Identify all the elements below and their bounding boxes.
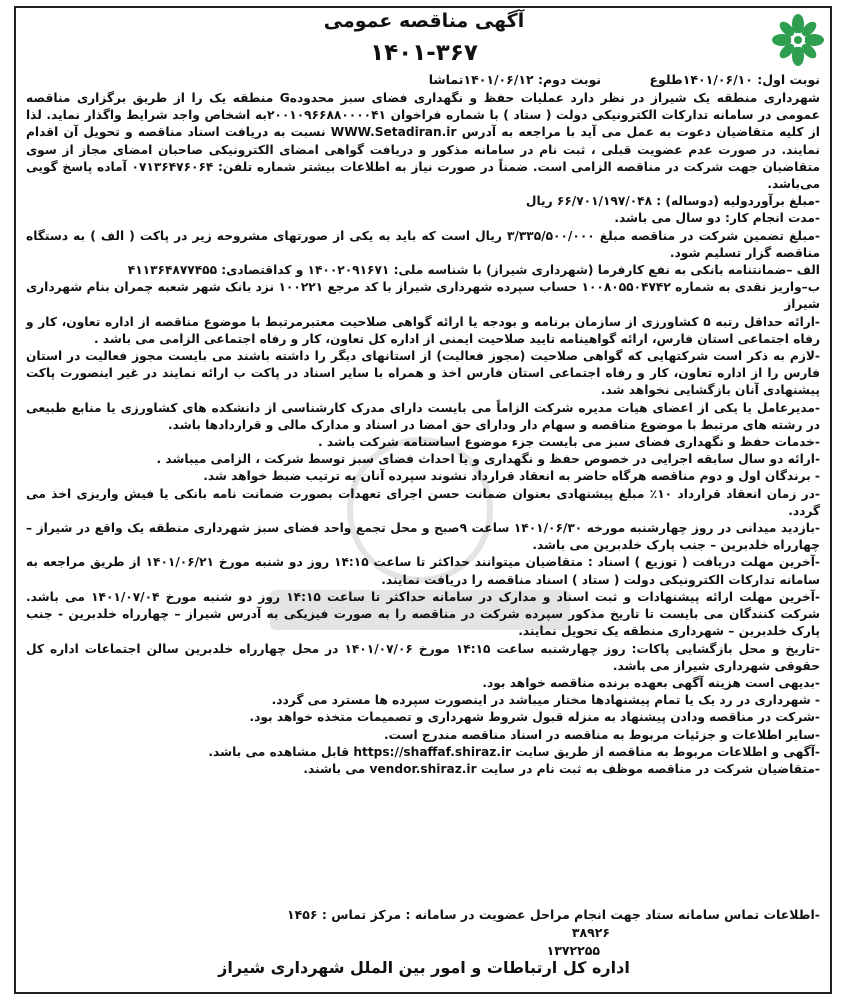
contact-number-2: ۱۳۷۲۲۵۵ <box>546 943 600 958</box>
site-visit-line: -بازدید میدانی در روز چهارشنبه مورخه ۱۴۰۱/۰۶/۳۰ ساعت ۹صبح و محل تجمع واحد فضای سبز شهرداری منطقه یک واقع در شیراز – چهارراه خلدبرین – جنب پارک خلدبرین می باشد. <box>26 521 820 553</box>
contact-line: -اطلاعات تماس سامانه ستاد جهت انجام مراحل عضویت در سامانه : مرکز تماس : ۱۴۵۶ <box>287 907 820 922</box>
issuer-footer: اداره کل ارتباطات و امور بین الملل شهرداری شیراز <box>218 958 630 977</box>
details-line: -سایر اطلاعات و جزئیات مربوط به مناقصه در اسناد مناقصه مندرج است. <box>383 727 820 742</box>
guarantee-option-a: الف –ضمانتنامه بانکی به نفع کارفرما (شهرداری شیراز) با شناسه ملی: ۱۴۰۰۲۰۹۱۶۷۱ و کداقتصادی: ۴۱۱۳۶۴۸۷۷۴۵۵ <box>127 263 820 278</box>
performance-bond-line: -در زمان انعقاد قرارداد ۱۰٪ مبلغ پیشنهادی بعنوان ضمانت حسن اجرای تعهدات بصورت ضمانت نامه بانکی یا فیش واریزی اخذ می گردد. <box>26 486 820 518</box>
contact-number-1: ۳۸۹۲۶ <box>571 925 610 940</box>
duration-line: -مدت انجام کار: دو سال می باشد. <box>614 211 820 226</box>
ad-cost-line: -بدیهی است هزینه آگهی بعهده برنده مناقصه خواهد بود. <box>482 675 820 690</box>
website-line: -آگهی و اطلاعات مربوط به مناقصه از طریق سایت https://shaffaf.shiraz.ir قابل مشاهده می باشد. <box>208 744 820 759</box>
guarantee-line: -مبلغ تضمین شرکت در مناقصه مبلغ ۳/۳۳۵/۵۰۰/۰۰۰ ریال است که باید به یکی از صورتهای مشروحه زیر در پاکت ( الف ) به دستگاه مناقصه گزار تسلیم شود. <box>26 228 820 260</box>
notice-number: ۱۴۰۱-۳۶۷ <box>370 40 478 66</box>
first-turn: نوبت اول: ۱۴۰۱/۰۶/۱۰طلوع <box>649 72 820 87</box>
qualification-line: -ارائه حداقل رتبه ۵ کشاورزی از سازمان برنامه و بودجه یا ارائه گواهی صلاحیت معتبرمرتبط با موضوع مناقصه از اداره تعاون، کار و رفاه اجتماعی استان فارس، ارائه گواهینامه تایید صلاحیت ایمنی از اداره کل تعاون، کار و رفاه اجتماعی الزامی می باشد . <box>26 314 820 346</box>
submission-deadline-line: -آخرین مهلت ارائه پیشنهادات و ثبت اسناد و مدارک در سامانه حداکثر تا ساعت ۱۴:۱۵ روز دو شنبه مورخ ۱۴۰۱/۰۷/۰۴ می باشد. شرکت کنندگان می بایست تا تاریخ مذکور سپرده شرکت در مناقصه را به صورت فیزیکی به آدرس شیراز – چهارراه خلدبرین - جنب پارک خلدبرین – شهرداری منطقه یک تحویل نمایند. <box>26 589 820 639</box>
other-province-line: -لازم به ذکر است شرکتهایی که گواهی صلاحیت (مجوز فعالیت) از استانهای دیگر را داشته باشند می بایست مجوز فعالیت در استان فارس را از اداره تعاون، کار و رفاه اجتماعی استان فارس اخذ و همراه با سایر اسناد در پاکت ب ارائه نمایند در غیر اینصورت پاکت پیشنهادی آنان بازگشایی نخواهد شد. <box>26 349 820 398</box>
ceo-requirement-line: -مدیرعامل یا یکی از اعضای هیات مدیره شرکت الزاماً می بایست دارای مدرک کارشناسی از دانشکده های کشاورزی یا منابع طبیعی در رشته های مرتبط با موضوع مناقصه و سهام دار ودارای حق امضا در اسناد و مدارک مالی و قراردادها باشد. <box>26 400 820 432</box>
acceptance-line: -شرکت در مناقصه ودادن پیشنهاد به منزله قبول شروط شهرداری و تصمیمات متخذه خواهد بود. <box>249 710 820 725</box>
notice-title: آگهی مناقصه عمومی <box>323 10 525 32</box>
articles-line: -خدمات حفظ و نگهداری فضای سبز می بایست جزء موضوع اساسنامه شرکت باشد . <box>318 435 820 450</box>
opening-line: -تاریخ و محل بازگشایی پاکات: روز چهارشنبه ساعت ۱۴:۱۵ مورخ ۱۴۰۱/۰۷/۰۶ در محل چهارراه خلدبرین سالن اجتماعات اداره کل حقوقی شهرداری شیراز می باشد. <box>26 641 820 673</box>
notice-body <box>26 90 820 778</box>
publication-dates <box>429 72 820 87</box>
vendor-line: -متقاضیان شرکت در مناقصه موظف به ثبت نام در سایت vendor.shiraz.ir می باشند. <box>303 761 820 776</box>
rejection-line: - شهرداری در رد یک یا تمام پیشنهادها مختار میباشد در اینصورت سپرده ها مسترد می گردد. <box>271 693 820 708</box>
experience-line: -ارائه دو سال سابقه اجرایی در خصوص حفظ و نگهداری و یا احداث فضای سبز توسط شرکت ، الزامی میباشد . <box>156 452 820 467</box>
intro-paragraph: شهرداری منطقه یک شیراز در نظر دارد عملیات حفظ و نگهداری فضای سبز محدودهG منطقه یک را از طریق برگزاری مناقصه عمومی در سامانه تدارکات الکترونیکی دولت ( ستاد ) با شماره فراخوان ۲۰۰۱۰۹۶۶۸۸۰۰۰۰۴۱به اشخاص واجد شرایط واگذار نماید. لذا از کلیه متقاضیان دعوت به عمل می آید با مراجعه به آدرس WWW.Setadiran.ir نسبت به دریافت اسناد مناقصه و تحویل آن اقدام نمایند. در صورت عدم عضویت قبلی ، ثبت نام در سامانه مذکور و دریافت گواهی امضای الکترونیکی صاحبان امضای مجاز از سوی متقاضیان جهت شرکت در مناقصه الزامی است. ضمناً در صورت نیاز به اطلاعات بیشتر شماره تلفن: ۰۷۱۳۶۴۷۶۰۶۴ آماده پاسخ گویی می‌باشد. <box>26 91 821 192</box>
document-deadline-line: -آخرین مهلت دریافت ( توزیع ) اسناد : متقاضیان میتوانند حداکثر تا ساعت ۱۴:۱۵ روز دو شنبه مورخ ۱۴۰۱/۰۶/۲۱ از طریق مراجعه به سامانه تدارکات الکترونیکی دولت ( ستاد ) اسناد مناقصه را دریافت نمایند. <box>26 555 820 587</box>
second-turn: نوبت دوم: ۱۴۰۱/۰۶/۱۲تماشا <box>428 72 602 87</box>
winners-line: - برندگان اول و دوم مناقصه هرگاه حاضر به انعقاد قرارداد نشوند سپرده آنان به ترتیب ضبط خواهد شد. <box>203 469 820 484</box>
estimate-line: -مبلغ برآوردولیه (دوساله) : ۶۶/۷۰۱/۱۹۷/۰۴۸ ریال <box>525 194 820 209</box>
contact-info <box>287 906 820 960</box>
guarantee-option-b: ب–واریز نقدی به شماره ۱۰۰۸۰۵۵۰۴۷۴۲ حساب سپرده شهرداری شیراز با کد مرجع ۱۰۰۲۲۱ نزد بانک شهر شعبه چمران بنام شهرداری شیراز <box>26 280 820 312</box>
